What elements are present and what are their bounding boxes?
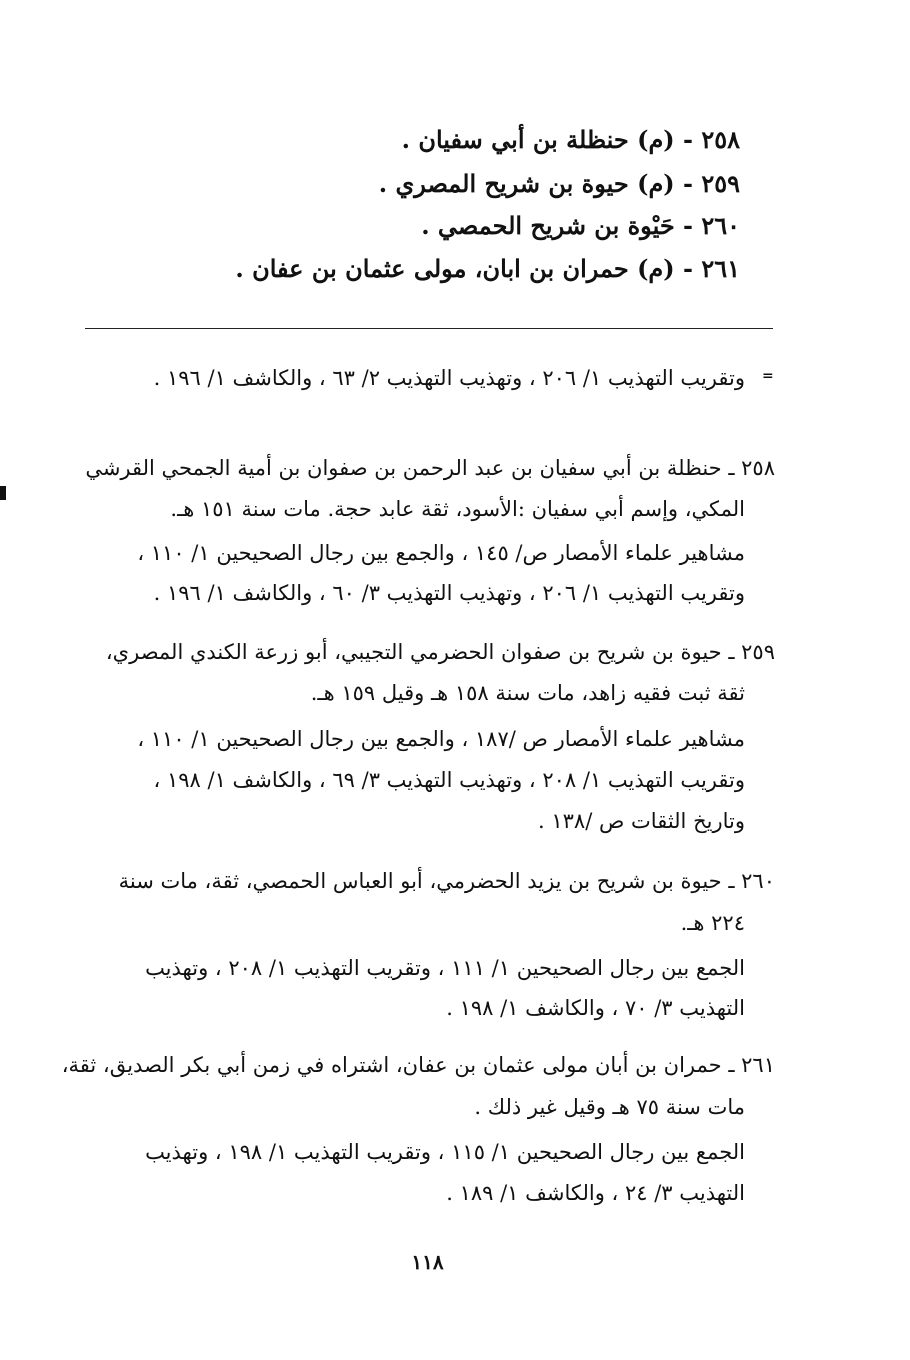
entry-line: ٢٦١ ـ حمران بن أبان مولى عثمان بن عفان، اشتراه في زمن أبي بكر الصديق، ثقة، [61, 1053, 775, 1077]
entry-line: الجمع بين رجال الصحيحين ١/ ١١٥ ، وتقريب التهذيب ١/ ١٩٨ ، وتهذيب [145, 1140, 745, 1164]
entry-line: ٢٥٩ ـ حيوة بن شريح بن صفوان الحضرمي التجيبي، أبو زرعة الكندي المصري، [105, 640, 775, 664]
entry-line: المكي، وإسم أبي سفيان :الأسود، ثقة عابد حجة. مات سنة ١٥١ هـ. [170, 497, 745, 521]
entry-line: التهذيب ٣/ ٢٤ ، والكاشف ١/ ١٨٩ . [446, 1181, 745, 1205]
entry-line: ٢٦٠ ـ حيوة بن شريح بن يزيد الحضرمي، أبو العباس الحمصي، ثقة، مات سنة [118, 869, 775, 893]
footnote-continuation: وتقريب التهذيب ١/ ٢٠٦ ، وتهذيب التهذيب ٢/ ٦٣ ، والكاشف ١/ ١٩٦ . [153, 366, 745, 390]
entry-line: ثقة ثبت فقيه زاهد، مات سنة ١٥٨ هـ وقيل ١٥٩ هـ. [310, 681, 745, 705]
entry-line: وتاريخ الثقات ص /١٣٨ . [538, 809, 745, 833]
footnote-separator-rule [85, 328, 773, 329]
entry-line: وتقريب التهذيب ١/ ٢٠٦ ، وتهذيب التهذيب ٣/ ٦٠ ، والكاشف ١/ ١٩٦ . [153, 581, 745, 605]
footnote-continuation-marker: = [762, 368, 774, 384]
entry-line: الجمع بين رجال الصحيحين ١/ ١١١ ، وتقريب التهذيب ١/ ٢٠٨ ، وتهذيب [145, 956, 745, 980]
entry-line: التهذيب ٣/ ٧٠ ، والكاشف ١/ ١٩٨ . [446, 996, 745, 1020]
margin-mark [0, 486, 6, 500]
entry-line: وتقريب التهذيب ١/ ٢٠٨ ، وتهذيب التهذيب ٣/ ٦٩ ، والكاشف ١/ ١٩٨ ، [153, 768, 745, 792]
entry-line: ٢٢٤ هـ. [680, 911, 745, 935]
page-number: ١١٨ [411, 1250, 444, 1274]
entry-line: مشاهير علماء الأمصار ص /١٨٧ ، والجمع بين رجال الصحيحين ١/ ١١٠ ، [137, 727, 745, 751]
entry-line: ٢٥٨ ـ حنظلة بن أبي سفيان بن عبد الرحمن بن صفوان بن أمية الجمحي القرشي [85, 456, 775, 480]
entry-line: مشاهير علماء الأمصار ص/ ١٤٥ ، والجمع بين رجال الصحيحين ١/ ١١٠ ، [137, 541, 745, 565]
main-item-258: ٢٥٨ - (م) حنظلة بن أبي سفيان . [401, 125, 740, 154]
main-item-261: ٢٦١ - (م) حمران بن ابان، مولى عثمان بن عفان . [235, 254, 740, 283]
main-item-260: ٢٦٠ - حَيْوة بن شريح الحمصي . [421, 211, 740, 240]
main-item-259: ٢٥٩ - (م) حيوة بن شريح المصري . [378, 169, 740, 198]
entry-line: مات سنة ٧٥ هـ وقيل غير ذلك . [474, 1095, 745, 1119]
